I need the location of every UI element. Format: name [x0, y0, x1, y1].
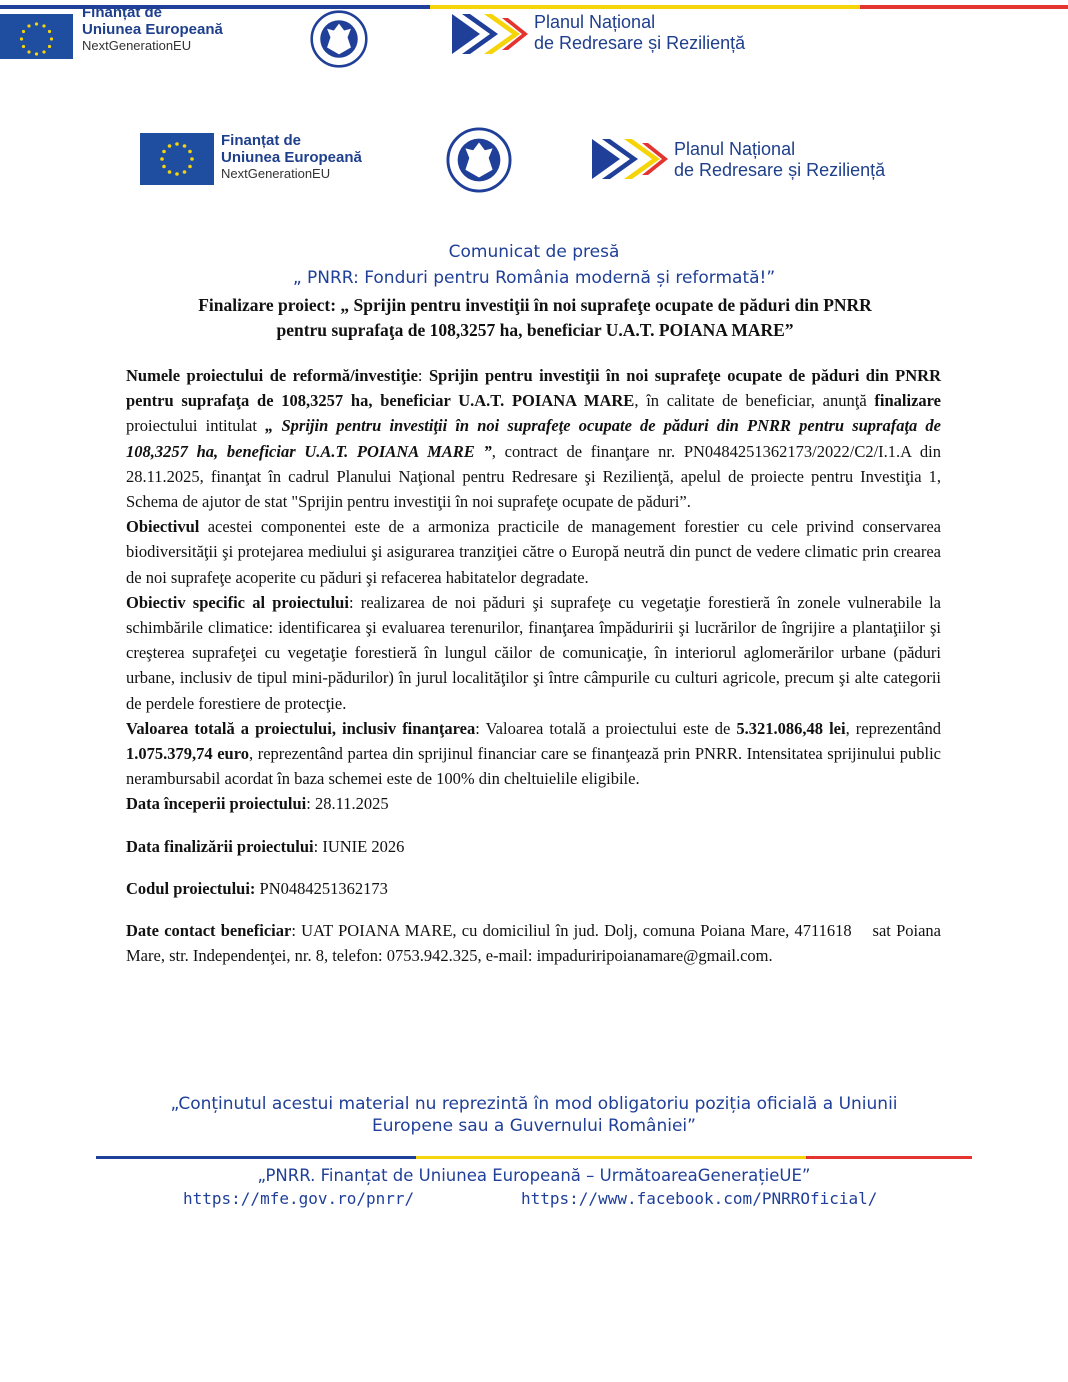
eu-funding-line1: Finanțat de — [221, 132, 302, 149]
disclaimer — [0, 1093, 1068, 1137]
total-value-label: Valoarea totală a proiectului, inclusiv finanţarea — [126, 718, 476, 738]
project-code-label: Codul proiectului: — [126, 878, 256, 898]
objective-text: acestei componentei este de a armoniza practicile de management forestier cu cele privind conservarea biodiversităţii şi protejarea mediului şi asigurarea tranziţiei către o Europă neutră din punct de vedere climatic prin crearea de noi suprafeţe acoperite cu păduri şi refacerea habitatelor degradate. — [126, 517, 941, 587]
contact-label: Date contact beneficiar — [126, 921, 292, 941]
eu-flag-icon — [0, 14, 73, 59]
total-value-text-3: , reprezentând partea din sprijinul financiar care se finanţează prin PNRR. Intensitatea sprijinului public nerambursabil acordat în baza schemei este de 100% din cheltuielile eligibile. — [126, 744, 941, 789]
pnrr-text — [534, 12, 745, 53]
press-release-body — [126, 363, 946, 968]
total-value-lei: 5.321.086,48 lei — [736, 718, 846, 738]
project-title-label: Finalizare proiect — [198, 295, 331, 315]
start-date-value: : 28.11.2025 — [306, 794, 389, 814]
eu-funding-line2: Uniunea Europeană — [221, 149, 362, 167]
government-seal-icon — [446, 127, 512, 193]
end-date — [126, 834, 941, 859]
specific-objective-paragraph — [126, 590, 941, 716]
objective-label: Obiectivul — [126, 517, 200, 537]
end-date-value: : IUNIE 2026 — [313, 836, 405, 856]
total-value-euro: 1.075.379,74 euro — [126, 744, 249, 764]
specific-objective-label: Obiectiv specific al proiectului — [126, 592, 349, 612]
finalizare-word: finalizare — [874, 391, 942, 411]
total-value-text: : Valoarea totală a proiectului este de — [475, 718, 737, 738]
project-title-line1-text: : „ Sprijin pentru investiţii în noi suprafeţe ocupate de păduri din PNRR — [330, 295, 872, 315]
eu-funding-text — [82, 4, 223, 53]
contact-value: : UAT POIANA MARE, cu domiciliul în jud. Dolj, comuna Poiana Mare, 4711618 sat Poiana Mare, str. Independenţei, nr. 8, telefon: 0753.942.325, e-mail: impaduriripoianamare@gmail.com. — [126, 921, 946, 966]
objective-paragraph — [126, 514, 941, 590]
footer-color-rule — [96, 1156, 972, 1159]
pnrr-website-link[interactable]: https://mfe.gov.ro/pnrr/ — [183, 1189, 415, 1208]
footer-slogan: „PNRR. Finanțat de Uniunea Europeană – UrmătoareaGenerațieUE” — [257, 1166, 811, 1185]
disclaimer-line1: „Conținutul acestui material nu reprezintă în mod obligatoriu poziția oficială a Uniunii — [170, 1094, 898, 1114]
total-value-paragraph — [126, 716, 941, 792]
project-code — [126, 876, 941, 901]
specific-objective-text: : realizarea de noi păduri şi suprafeţe cu vegetaţie forestieră în zonele vulnerabile la schimbările climatice: identificarea şi evaluarea terenurilor, finanţarea împăduririi şi lucrărilor de îngrijire a plantaţiilor şi creşterea suprafeţei cu vegetaţie forestieră în lungul căilor de comunicaţie, în interiorul aglomerărilor urbane (păduri urbane, inclusiv de tipul mini-pădurilor) în jurul localităţilor şi între câmpurile cu culturi agricole, precum şi alte categorii de perdele forestiere de protecţie. — [126, 592, 941, 713]
eu-funding-line2: Uniunea Europeană — [82, 21, 223, 39]
facebook-link[interactable]: https://www.facebook.com/PNRROficial/ — [521, 1189, 878, 1208]
pnrr-line2: de Redresare și Reziliență — [534, 32, 746, 53]
pnrr-line1: Planul Național — [534, 12, 656, 32]
eu-funding-line3: NextGenerationEU — [82, 37, 192, 53]
colon: : — [417, 366, 429, 385]
government-seal-icon — [305, 10, 373, 68]
project-code-value: PN0484251362173 — [255, 878, 388, 898]
eu-funding-line1: Finanțat de — [82, 4, 163, 21]
eu-funding-text — [221, 132, 362, 181]
contact-paragraph — [126, 918, 946, 968]
pnrr-logo-icon — [452, 14, 528, 54]
project-title-line1 — [140, 293, 930, 318]
announcement-text: , în calitate de beneficiar, anunţă — [634, 391, 875, 411]
pnrr-line2: de Redresare și Reziliență — [674, 159, 886, 180]
pnrr-line1: Planul Național — [674, 139, 796, 159]
pnrr-logo-icon — [592, 138, 668, 180]
eu-flag-icon — [140, 133, 214, 185]
disclaimer-line2: Europene sau a Guvernului României” — [372, 1116, 696, 1136]
start-date — [126, 791, 941, 816]
announcement-text-2: proiectului intitulat — [126, 416, 266, 436]
project-title-italic: „ Sprijin pentru investiţii în noi suprafeţe ocupate de păduri din PNRR pentru suprafaţa de 108,3257 ha, beneficiar U.A.T. POIANA MARE ” — [126, 416, 942, 461]
press-release-slogan: „ PNRR: Fonduri pentru România modernă și reformată!” — [292, 268, 776, 288]
pnrr-text — [674, 139, 885, 180]
project-title — [140, 293, 930, 343]
project-name-label: Numele proiectului de reformă/investiţie — [126, 366, 418, 385]
contract-text: , contract de finanţare nr. PN0484251362173/2022/C2/I.1.A din 28.11.2025, finanţat în cadrul Planului Naţional pentru Redresare şi Rezilienţă, apelul de proiecte pentru Investiţia 1, Schema de ajutor de stat "Sprijin pentru investiţii în noi suprafeţe ocupate de păduri”. — [126, 441, 941, 512]
start-date-label: Data începerii proiectului — [126, 794, 307, 814]
project-title-line2: pentru suprafaţa de 108,3257 ha, beneficiar U.A.T. POIANA MARE” — [276, 320, 794, 340]
end-date-label: Data finalizării proiectului — [126, 836, 314, 856]
eu-funding-line3: NextGenerationEU — [221, 165, 331, 181]
project-name-value: Sprijin pentru investiţii în noi suprafeţe ocupate de păduri din PNRR pentru suprafaţa de 108,3257 ha, beneficiar U.A.T. POIANA MARE — [126, 366, 942, 411]
project-name-paragraph — [126, 363, 941, 514]
total-value-text-2: , reprezentând — [845, 718, 941, 738]
press-release-heading: Comunicat de presă — [448, 242, 620, 262]
